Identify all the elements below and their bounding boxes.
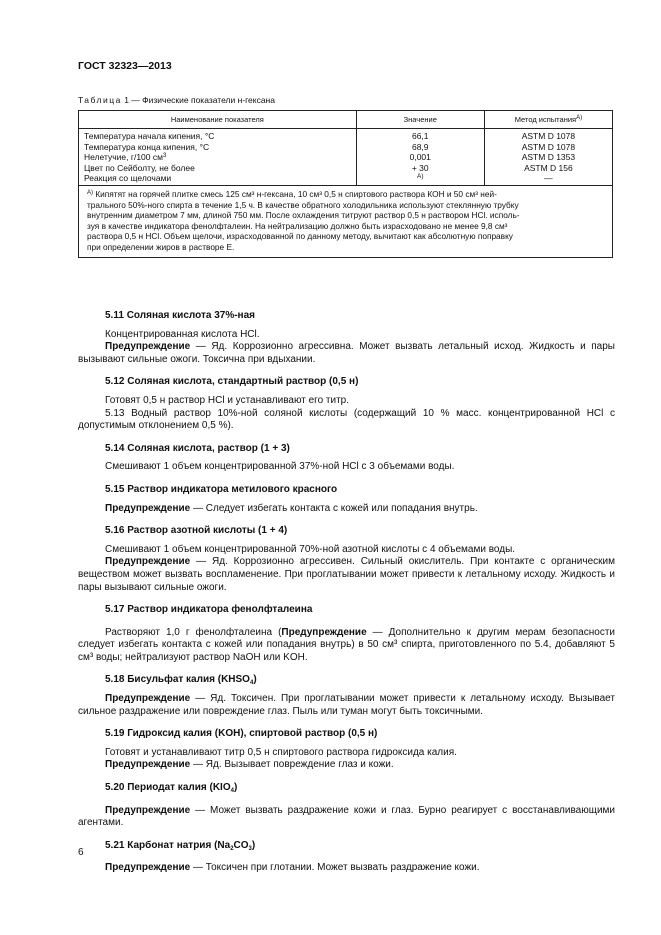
row-name: Температура конца кипения, °С <box>84 141 210 152</box>
table-note <box>79 185 613 257</box>
names-cell <box>79 129 357 186</box>
section-heading: 5.12 Соляная кислота, стандартный раствор (0,5 н) <box>105 376 359 388</box>
row-name-sup: 3 <box>162 153 167 160</box>
row-value-footnote: А) <box>417 173 424 181</box>
warning-paragraph <box>78 693 615 718</box>
table-caption-word: Таблица <box>78 95 122 105</box>
warning-text: — Токсичен при глотании. Может вызвать раздражение кожи. <box>190 862 480 874</box>
table-header-row <box>79 111 613 129</box>
row-value: 0,001 <box>409 152 431 163</box>
section-heading: 5.15 Раствор индикатора метилового красного <box>105 483 338 495</box>
warning-text: — Может вызвать раздражение кожи и глаз. Бурно реагирует с восстанавливающими агентами. <box>78 804 615 829</box>
column-header-name: Наименование показателя <box>79 111 357 129</box>
method-footnote-mark: А) <box>576 115 583 121</box>
note-line: раствора 0,5 н HCl. Объем щелочи, израсходованной по данному методу, вычитают как абсолютную поправку <box>87 231 513 242</box>
paragraph: Готовят 0,5 н раствор HCl и устанавливают его титр. <box>105 394 350 406</box>
heading-text: 5.18 Бисульфат калия (KHSO <box>105 674 250 686</box>
heading-text: ) <box>253 674 257 686</box>
warning-text: — Яд. Токсичен. При проглатывании может привести к летальному исходу. Вызывает сильное раздражение или повреждение глаз. Пыль или туман могут быть токсичными. <box>78 693 615 717</box>
paragraph: Готовят и устанавливают титр 0,5 н спиртового раствора гидроксида калия. <box>105 746 457 758</box>
section-heading: 5.17 Раствор индикатора фенолфталеина <box>105 604 313 616</box>
row-method: ASTM D 1078 <box>521 141 576 152</box>
row-value: + 30 <box>411 162 429 173</box>
row-name: Цвет по Сейболту, не более <box>84 162 195 173</box>
row-name: Реакция со щелочами <box>84 173 172 184</box>
section-heading <box>105 840 615 853</box>
row-method: ASTM D 1353 <box>521 152 576 163</box>
row-value: 68,9 <box>411 141 429 152</box>
warning-text: — Яд. Коррозионно агрессивна. Может вызвать летальный исход. Жидкость и пары вызывают сильные ожоги. Токсична при вдыхании. <box>78 341 615 365</box>
row-method: ASTM D 156 <box>524 162 573 173</box>
note-line <box>87 189 606 200</box>
warning-text: — Яд. Вызывает повреждение глаз и кожи. <box>190 759 394 771</box>
heading-text: ) <box>251 839 256 851</box>
heading-text: 5.20 Периодат калия (KIO <box>105 782 231 794</box>
warning-text: — Яд. Коррозионно агрессивен. Сильный окислитель. При контакте с органическим веществом может вызвать воспламенение. При проглатывании может привести к летальному исходу. Жидкость и пары вызывают сильные ожоги. <box>78 556 615 593</box>
warning-label: Предупреждение <box>105 804 191 816</box>
heading-sub: 2 <box>230 845 234 852</box>
warning-text: — Следует избегать контакта с кожей или попадания внутрь. <box>190 502 478 514</box>
heading-sub: 4 <box>249 680 254 687</box>
paragraph: Смешивают 1 объем концентрированной 70%-ной азотной кислоты с 4 объемами воды. <box>105 543 516 555</box>
document-body <box>78 310 615 875</box>
column-header-method-label: Метод испытания <box>514 115 577 124</box>
paragraph-text: Растворяют 1,0 г фенолфталеина ( <box>105 626 282 638</box>
heading-text: CO <box>233 839 249 851</box>
paragraph: Смешивают 1 объем концентрированной 37%-ной HCl с 3 объемами воды. <box>105 461 455 473</box>
row-method: ASTM D 1078 <box>521 131 576 141</box>
heading-sub: 4 <box>230 788 234 795</box>
section-heading: 5.14 Соляная кислота, раствор (1 + 3) <box>105 442 290 454</box>
standard-header: ГОСТ 32323—2013 <box>78 60 172 72</box>
section-heading: 5.19 Гидроксид калия (KOH), спиртовой раствор (0,5 н) <box>105 728 378 740</box>
warning-paragraph <box>105 503 615 516</box>
section-heading: 5.11 Соляная кислота 37%-ная <box>105 310 255 321</box>
row-value: 66,1 <box>411 131 429 141</box>
paragraph: Концентрированная кислота HCl. <box>105 328 260 340</box>
note-mark: А) <box>87 189 93 196</box>
row-method: — <box>544 173 553 184</box>
heading-text: ) <box>233 782 238 794</box>
table-note-row <box>79 185 613 257</box>
row-name-with-sup <box>84 152 351 163</box>
paragraph-text: — Дополнительно к другим мерам безопасности следует избегать контакта с кожей или попадания внутрь) в 50 см³ спирта, приготовленного по 5.4, добавляют 5 см³ воды; нейтрализуют раствор NaOH или KOH. <box>78 626 615 663</box>
warning-label: Предупреждение <box>105 556 191 568</box>
column-header-value: Значение <box>356 111 484 129</box>
note-line: при определении жиров в растворе Е. <box>87 241 235 252</box>
row-name: Нелетучие, г/100 см <box>84 152 163 163</box>
table-caption <box>78 95 275 105</box>
warning-label: Предупреждение <box>105 502 191 514</box>
methods-cell <box>484 129 612 186</box>
warning-paragraph <box>78 341 615 366</box>
warning-paragraph <box>105 759 615 772</box>
warning-paragraph <box>105 862 615 875</box>
note-text: Кипятят на горячей плитке смесь 125 см³ н-гексана, 10 см³ 0,5 н спиртового раствора КОН и 50 см³ ней- <box>95 188 497 199</box>
paragraph <box>78 627 615 665</box>
warning-label: Предупреждение <box>105 341 191 353</box>
warning-label: Предупреждение <box>281 626 367 638</box>
warning-label: Предупреждение <box>105 862 191 874</box>
warning-label: Предупреждение <box>105 693 191 705</box>
page-number: 6 <box>78 847 84 858</box>
warning-paragraph <box>78 805 615 830</box>
table-body-row <box>79 129 613 186</box>
column-header-method <box>484 111 612 129</box>
paragraph: 5.13 Водный раствор 10%-ной соляной кислоты (содержащий 10 % масс. концентрированной HCl с допустимым отклонением 0,5 %). <box>78 407 615 432</box>
warning-paragraph <box>78 556 615 594</box>
section-heading <box>105 674 615 687</box>
note-line: трального 50%-ного спирта в течение 1,5 ч. В качестве обратного холодильника используют стеклянную трубку <box>87 199 519 210</box>
values-cell <box>356 129 484 186</box>
note-line: внутренним диаметром 7 мм, длиной 750 мм. После охлаждения титруют раствор 0,5 н раствором HCl. исполь- <box>87 210 520 221</box>
section-heading: 5.16 Раствор азотной кислоты (1 + 4) <box>105 525 288 537</box>
row-name: Температура начала кипения, °С <box>84 131 215 141</box>
warning-label: Предупреждение <box>105 759 191 771</box>
heading-sub: 3 <box>248 845 252 852</box>
physical-properties-table <box>78 110 613 258</box>
heading-text: 5.21 Карбонат натрия (Na <box>105 839 231 851</box>
note-line: зуя в качестве индикатора фенолфталеин. На нейтрализацию должно быть израсходовано не менее 9,8 см³ <box>87 220 508 231</box>
table-caption-text: 1 — Физические показатели н-гексана <box>124 95 275 105</box>
section-heading <box>105 782 615 795</box>
